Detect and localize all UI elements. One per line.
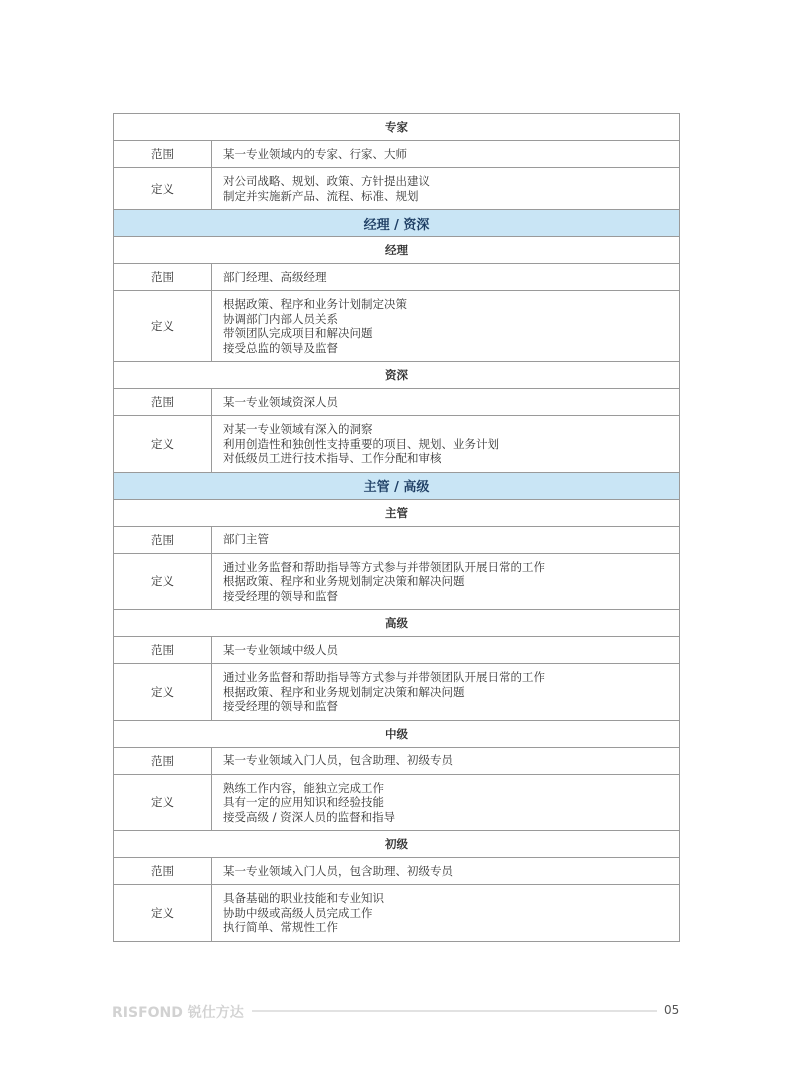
row-label: 范围 <box>114 389 212 416</box>
value-line: 协助中级或高级人员完成工作 <box>223 905 373 920</box>
value-line: 根据政策、程序和业务计划制定决策 <box>223 297 407 311</box>
level-detail-row <box>114 291 680 362</box>
level-header-row <box>114 237 680 264</box>
level-header-row <box>114 362 680 389</box>
page-number: 05 <box>664 1003 680 1017</box>
row-label: 定义 <box>114 168 212 210</box>
level-detail-row <box>114 664 680 721</box>
job-level-table <box>113 113 680 942</box>
level-title: 资深 <box>114 362 680 389</box>
row-value <box>212 774 680 831</box>
level-detail-row <box>114 264 680 291</box>
value-line: 接受经理的领导和监督 <box>223 699 338 713</box>
value-line: 某一专业领域中级人员 <box>223 642 338 657</box>
level-detail-row <box>114 885 680 942</box>
footer-divider <box>252 1010 657 1012</box>
row-label: 范围 <box>114 141 212 168</box>
row-value <box>212 858 680 885</box>
row-label: 定义 <box>114 774 212 831</box>
row-value <box>212 389 680 416</box>
level-header-row <box>114 499 680 526</box>
level-header-row <box>114 114 680 141</box>
value-line: 具有一定的应用知识和经验技能 <box>223 795 384 809</box>
value-line: 带领团队完成项目和解决问题 <box>223 326 373 340</box>
row-value <box>212 141 680 168</box>
category-title: 主管 / 高级 <box>114 472 680 499</box>
level-title: 初级 <box>114 831 680 858</box>
row-value <box>212 664 680 721</box>
level-detail-row <box>114 774 680 831</box>
level-title: 高级 <box>114 610 680 637</box>
level-detail-row <box>114 747 680 774</box>
category-header-row <box>114 210 680 237</box>
row-label: 范围 <box>114 858 212 885</box>
value-line: 某一专业领域入门人员，包含助理、初级专员 <box>223 863 453 878</box>
value-line: 通过业务监督和帮助指导等方式参与并带领团队开展日常的工作 <box>223 670 545 684</box>
value-line: 协调部门内部人员关系 <box>223 311 338 326</box>
level-title: 主管 <box>114 499 680 526</box>
value-line: 具备基础的职业技能和专业知识 <box>223 891 384 905</box>
level-detail-row <box>114 416 680 473</box>
value-line: 通过业务监督和帮助指导等方式参与并带领团队开展日常的工作 <box>223 559 545 574</box>
row-label: 定义 <box>114 416 212 473</box>
row-value <box>212 747 680 774</box>
row-value <box>212 526 680 553</box>
value-line: 某一专业领域资深人员 <box>223 394 338 409</box>
value-line: 某一专业领域内的专家、行家、大师 <box>223 146 407 161</box>
level-detail-row <box>114 526 680 553</box>
level-title: 中级 <box>114 720 680 747</box>
row-label: 定义 <box>114 664 212 721</box>
value-line: 根据政策、程序和业务规划制定决策和解决问题 <box>223 684 465 699</box>
row-value <box>212 264 680 291</box>
level-detail-row <box>114 637 680 664</box>
level-title: 专家 <box>114 114 680 141</box>
level-header-row <box>114 610 680 637</box>
level-detail-row <box>114 858 680 885</box>
row-value <box>212 416 680 473</box>
value-line: 根据政策、程序和业务规划制定决策和解决问题 <box>223 574 465 588</box>
row-value <box>212 291 680 362</box>
row-label: 范围 <box>114 264 212 291</box>
category-title: 经理 / 资深 <box>114 210 680 237</box>
row-label: 范围 <box>114 526 212 553</box>
level-detail-row <box>114 553 680 610</box>
level-detail-row <box>114 389 680 416</box>
value-line: 部门主管 <box>223 532 269 547</box>
row-label: 定义 <box>114 291 212 362</box>
row-label: 定义 <box>114 553 212 610</box>
level-detail-row <box>114 168 680 210</box>
level-header-row <box>114 720 680 747</box>
value-line: 接受高级 / 资深人员的监督和指导 <box>223 809 396 824</box>
value-line: 接受经理的领导和监督 <box>223 588 338 603</box>
row-value <box>212 168 680 210</box>
row-value <box>212 553 680 610</box>
level-detail-row <box>114 141 680 168</box>
value-line: 熟练工作内容，能独立完成工作 <box>223 780 384 795</box>
value-line: 利用创造性和独创性支持重要的项目、规划、业务计划 <box>223 436 499 451</box>
row-value <box>212 885 680 942</box>
category-header-row <box>114 472 680 499</box>
level-header-row <box>114 831 680 858</box>
row-label: 范围 <box>114 637 212 664</box>
value-line: 执行简单、常规性工作 <box>223 920 338 934</box>
row-label: 范围 <box>114 747 212 774</box>
value-line: 对低级员工进行技术指导、工作分配和审核 <box>223 451 442 465</box>
value-line: 对公司战略、规划、政策、方针提出建议 <box>223 174 430 188</box>
value-line: 制定并实施新产品、流程、标准、规划 <box>223 188 419 203</box>
level-title: 经理 <box>114 237 680 264</box>
row-label: 定义 <box>114 885 212 942</box>
job-level-table-body <box>114 114 680 942</box>
row-value <box>212 637 680 664</box>
value-line: 某一专业领域入门人员，包含助理、初级专员 <box>223 753 453 768</box>
value-line: 对某一专业领域有深入的洞察 <box>223 422 373 436</box>
value-line: 部门经理、高级经理 <box>223 269 327 284</box>
company-logo: RISFOND 锐仕方达 <box>112 1005 244 1021</box>
value-line: 接受总监的领导及监督 <box>223 340 338 355</box>
